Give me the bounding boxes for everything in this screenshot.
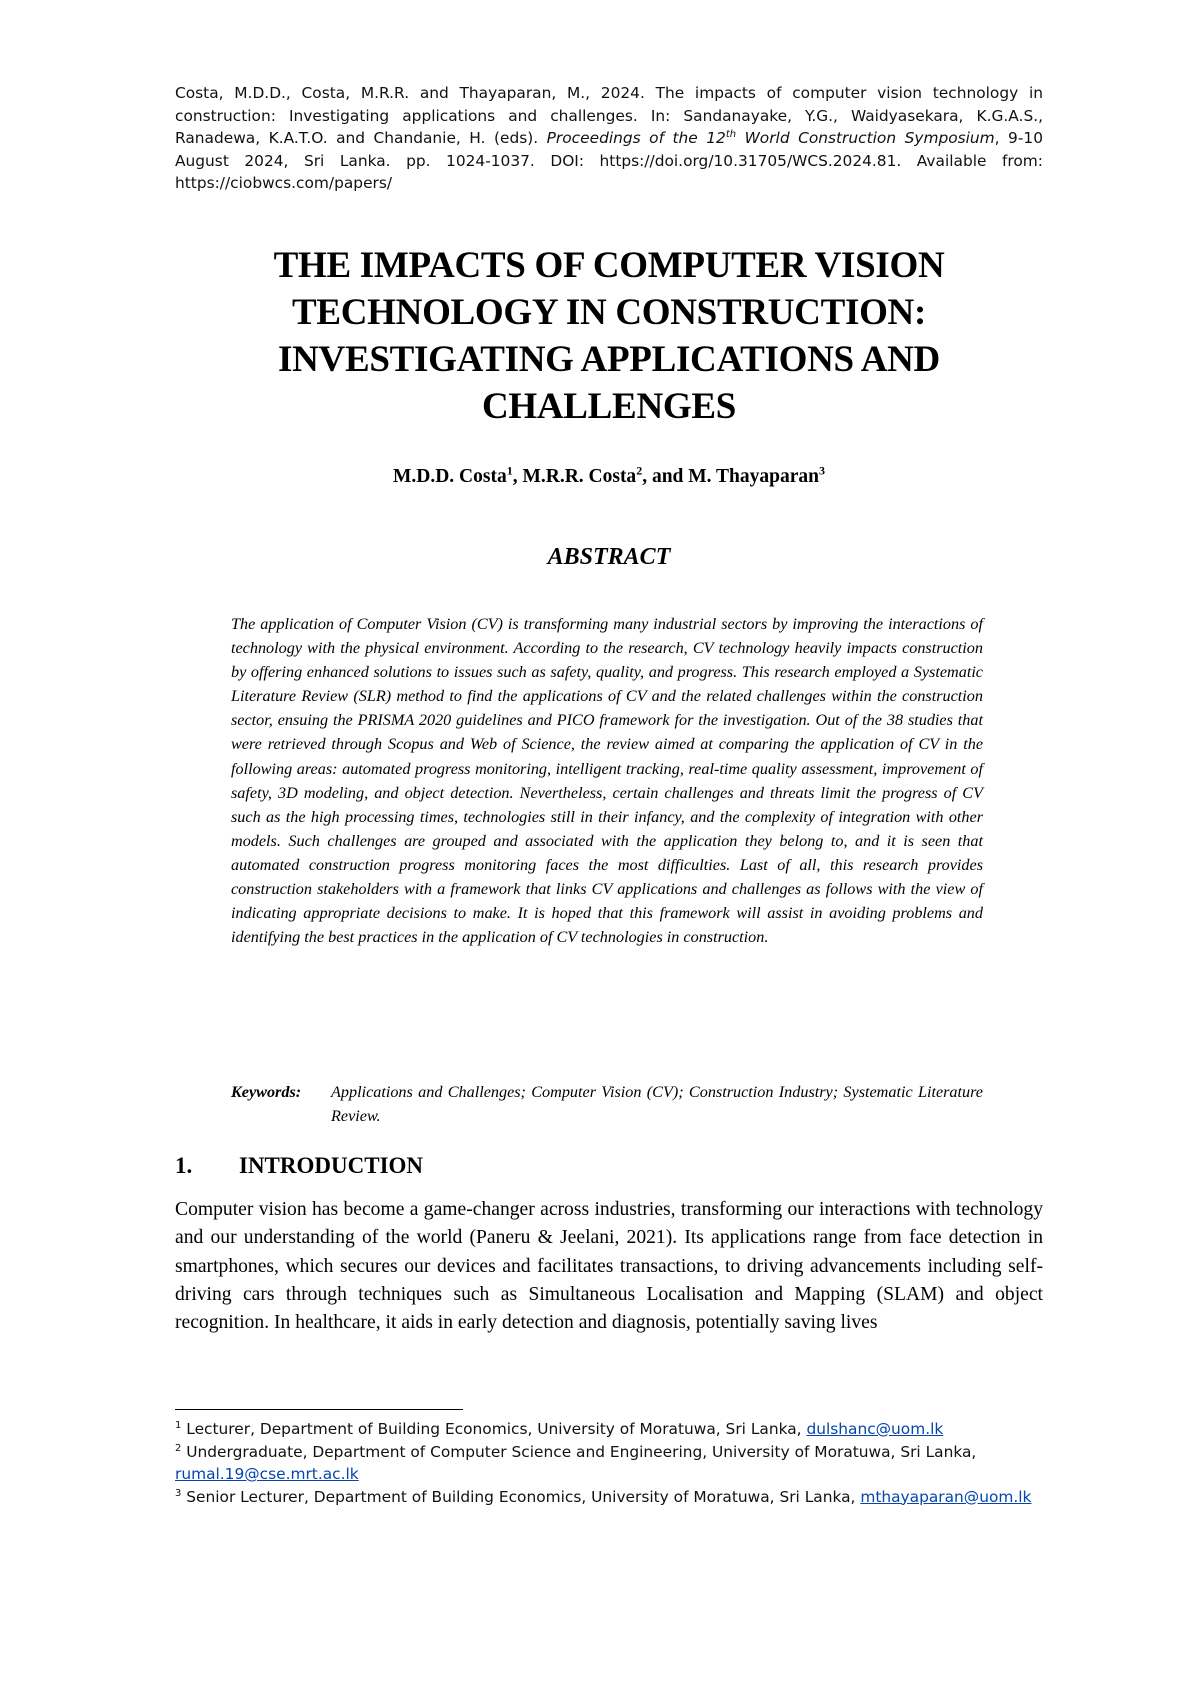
section-title: INTRODUCTION [239,1153,424,1178]
proceedings-title: Proceedings of the 12th World Construction Symposium [546,128,995,147]
footnotes [175,1418,1043,1508]
citation-text: Costa, M.D.D., Costa, M.R.R. and Thayaparan, M., 2024. The impacts of computer vision technology in construction: Investigating applications and challenges. In: Sandanayake, Y.G., Waidyasekara, K.G.A.S., Ranadewa, K.A.T.O. and Chandanie, H. (eds). [175,84,1043,147]
introduction-paragraph: Computer vision has become a game-changer across industries, transforming our interactions with technology and our understanding of the world (Paneru & Jeelani, 2021). Its applications range from face detection in smartphones, which secures our devices and facilitates transactions, to driving advancements including self-driving cars through techniques such as Simultaneous Localisation and Mapping (SLAM) and object recognition. In healthcare, it aids in early detection and diagnosis, potentially saving lives [175,1199,1043,1334]
keywords [231,1080,983,1128]
footnote-divider [175,1409,463,1410]
section-number: 1. [175,1153,193,1178]
author-list: M.D.D. Costa$^1$, M.R.R. Costa$^2$, and M. Thayaparan$^3$ [392,463,826,487]
title-line: CHALLENGES [481,386,736,427]
email-link[interactable]: dulshanc@uom.lk [806,1420,944,1438]
footnote-1: $^1$ Lecturer, Department of Building Economics, University of Moratuwa, Sri Lanka, dulshanc@uom.lk [175,1419,944,1438]
footnote-3: $^3$ Senior Lecturer, Department of Building Economics, University of Moratuwa, Sri Lanka, mthayaparan@uom.lk [175,1487,1032,1506]
abstract-heading: ABSTRACT [547,544,671,570]
title-line: INVESTIGATING APPLICATIONS AND [278,339,940,380]
title-line: THE IMPACTS OF COMPUTER VISION [273,245,945,286]
email-link[interactable]: rumal.19@cse.mrt.ac.lk [175,1465,359,1484]
footnote-2: $^2$ Undergraduate, Department of Computer Science and Engineering, University of Moratuwa, Sri Lanka, rumal.19@cse.mrt.ac.lk [175,1442,977,1484]
section-heading-introduction [175,1153,1043,1179]
title-line: TECHNOLOGY IN CONSTRUCTION: [292,292,926,333]
paper-title [175,242,1043,430]
citation-details: , 9-10 August 2024, Sri Lanka. pp. 1024-1037. DOI: https://doi.org/10.31705/WCS.2024.81. Available from: https://ciobwcs.com/papers/ [175,129,1043,192]
citation-header [175,82,1043,195]
keywords-label: Keywords: [231,1083,302,1101]
abstract-text: The application of Computer Vision (CV) is transforming many industrial sectors by improving the interactions of technology with the physical environment. According to the research, CV technology heavily impacts construction by offering enhanced solutions to issues such as safety, quality, and progress. This research employed a Systematic Literature Review (SLR) method to find the applications of CV and the related challenges within the construction sector, ensuing the PRISMA 2020 guidelines and PICO framework for the investigation. Out of the 38 studies that were retrieved through Scopus and Web of Science, the review aimed at comparing the application of CV in the following areas: automated progress monitoring, intelligent tracking, real-time quality assessment, improvement of safety, 3D modeling, and object detection. Nevertheless, certain challenges and threats limit the progress of CV such as the high processing times, technologies still in their infancy, and the complexity of integration with other models. Such challenges are grouped and associated with the application they belong to, and it is seen that automated construction progress monitoring faces the most difficulties. Last of all, this research provides construction stakeholders with a framework that links CV applications and challenges as follows with the view of indicating appropriate decisions to make. It is hoped that this framework will assist in avoiding problems and identifying the best practices in the application of CV technologies in construction. [231,615,983,947]
keywords-text: Applications and Challenges; Computer Vision (CV); Construction Industry; Systematic Literature Review. [331,1083,983,1126]
email-link[interactable]: mthayaparan@uom.lk [860,1487,1032,1506]
